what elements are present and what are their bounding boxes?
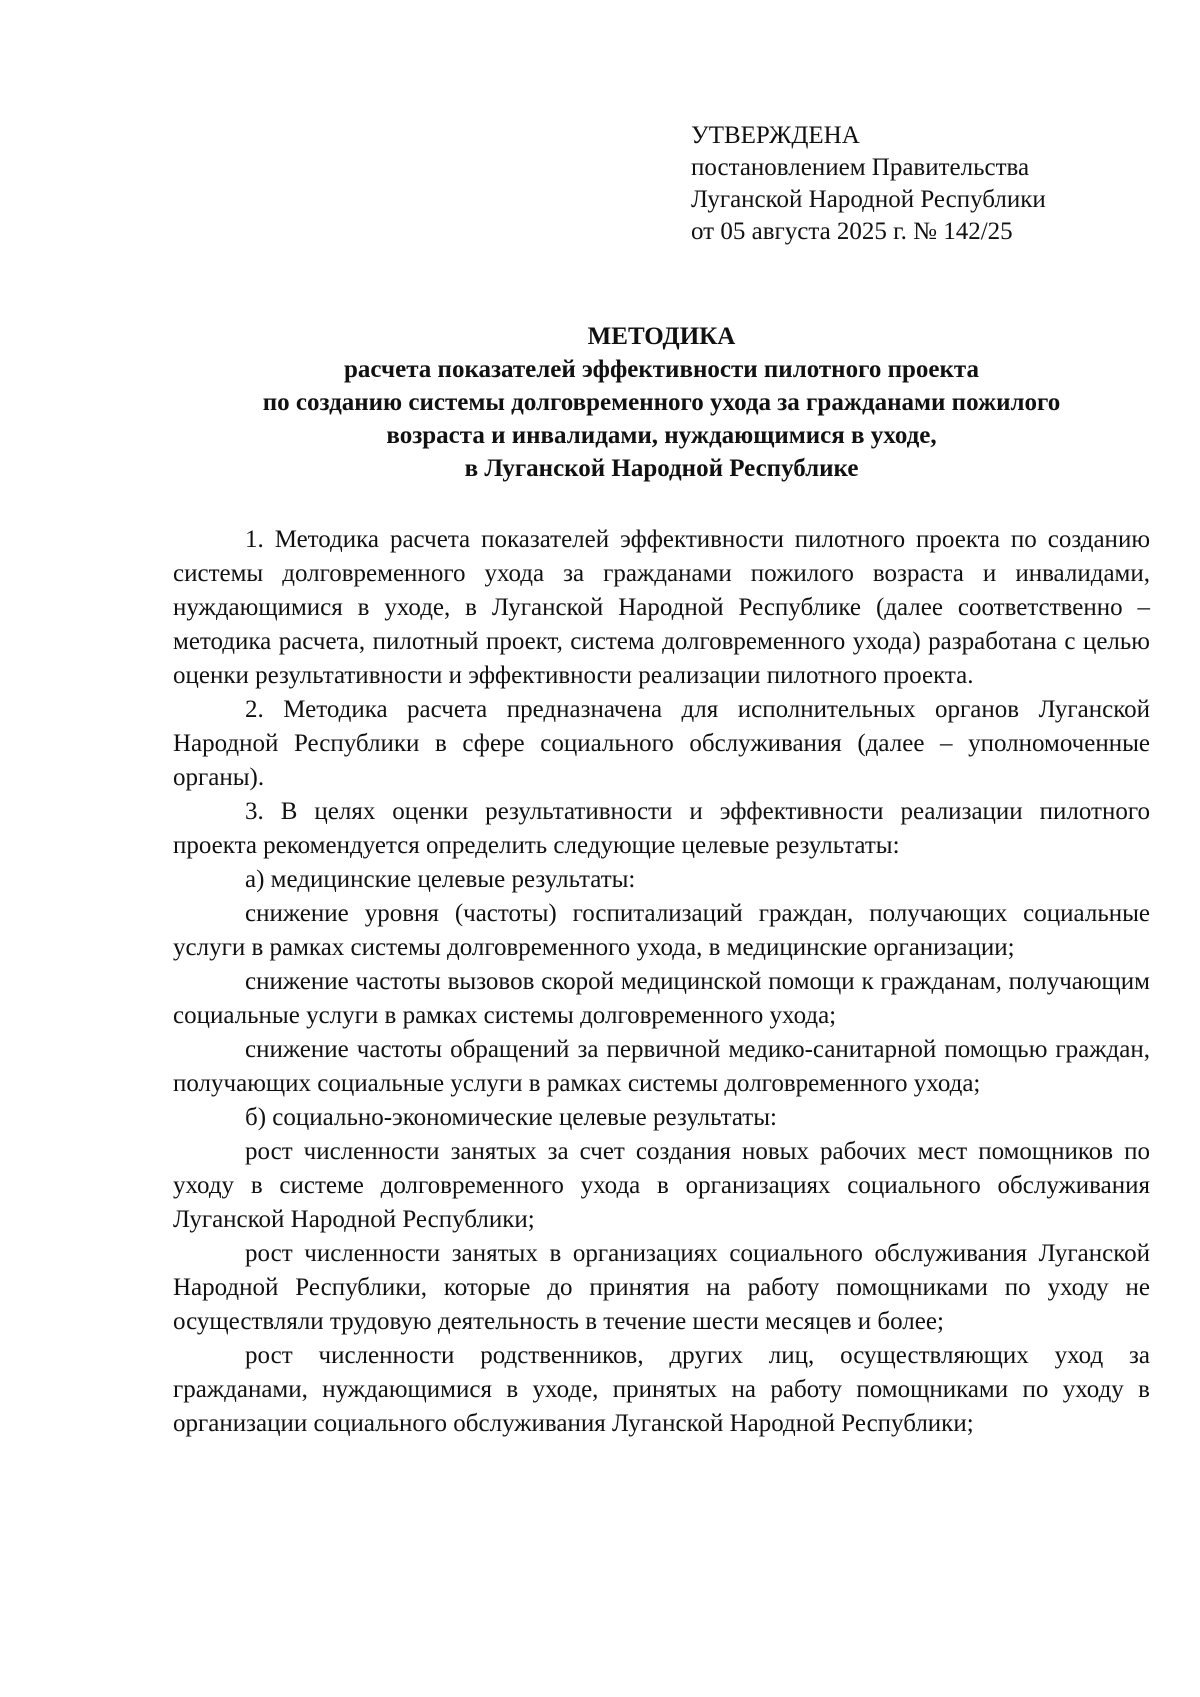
paragraph-item-3: 3. В целях оценки результативности и эффективности реализации пилотного проекта рекомендуется определить следующие целевые результаты: bbox=[173, 798, 1150, 859]
title-heading: МЕТОДИКА bbox=[587, 323, 736, 350]
title-subtitle-line: в Луганской Народной Республике bbox=[464, 455, 859, 482]
approval-line-resolution: постановлением Правительства bbox=[691, 154, 1030, 181]
paragraph-item-2: 2. Методика расчета предназначена для исполнительных органов Луганской Народной Республики в сфере социального обслуживания (далее – уполномоченные органы). bbox=[173, 696, 1150, 791]
approval-stamp bbox=[691, 120, 1046, 248]
paragraph-item-1: 1. Методика расчета показателей эффективности пилотного проекта по созданию системы долговременного ухода за гражданами пожилого возраста и инвалидами, нуждающимися в уходе, в Луганской Народной Республике (далее соответственно – методика расчета, пилотный проект, система долговременного ухода) разработана с целью оценки результативности и эффективности реализации пилотного проекта. bbox=[173, 526, 1150, 689]
subsection-medical: а) медицинские целевые результаты: bbox=[245, 866, 636, 893]
list-item: рост численности родственников, других лиц, осуществляющих уход за гражданами, нуждающимися в уходе, принятых на работу помощниками по уходу в организации социального обслуживания Луганской Народной Республики; bbox=[173, 1342, 1150, 1437]
subsection-socioeconomic: б) социально-экономические целевые результаты: bbox=[245, 1104, 777, 1131]
document-title bbox=[170, 320, 1153, 485]
list-item: снижение уровня (частоты) госпитализаций граждан, получающих социальные услуги в рамках системы долговременного ухода, в медицинские организации; bbox=[173, 900, 1150, 961]
list-item: рост численности занятых за счет создания новых рабочих мест помощников по уходу в системе долговременного ухода в организациях социального обслуживания Луганской Народной Республики; bbox=[173, 1138, 1150, 1233]
title-subtitle-line: расчета показателей эффективности пилотного проекта bbox=[344, 356, 979, 383]
list-item: рост численности занятых в организациях социального обслуживания Луганской Народной Республики, которые до принятия на работу помощниками по уходу не осуществляли трудовую деятельность в течение шести месяцев и более; bbox=[173, 1240, 1150, 1335]
approval-line-authority: Луганской Народной Республики bbox=[691, 186, 1046, 213]
list-item: снижение частоты обращений за первичной медико-санитарной помощью граждан, получающих социальные услуги в рамках системы долговременного ухода; bbox=[173, 1036, 1150, 1097]
document-body bbox=[173, 523, 1150, 1441]
approval-title: УТВЕРЖДЕНА bbox=[691, 122, 860, 149]
title-subtitle-line: возраста и инвалидами, нуждающимися в уходе, bbox=[386, 422, 937, 449]
list-item: снижение частоты вызовов скорой медицинской помощи к гражданам, получающим социальные услуги в рамках системы долговременного ухода; bbox=[173, 968, 1150, 1029]
title-subtitle-line: по созданию системы долговременного ухода за гражданами пожилого bbox=[262, 389, 1061, 416]
approval-line-date-number: от 05 августа 2025 г. № 142/25 bbox=[691, 218, 1013, 245]
